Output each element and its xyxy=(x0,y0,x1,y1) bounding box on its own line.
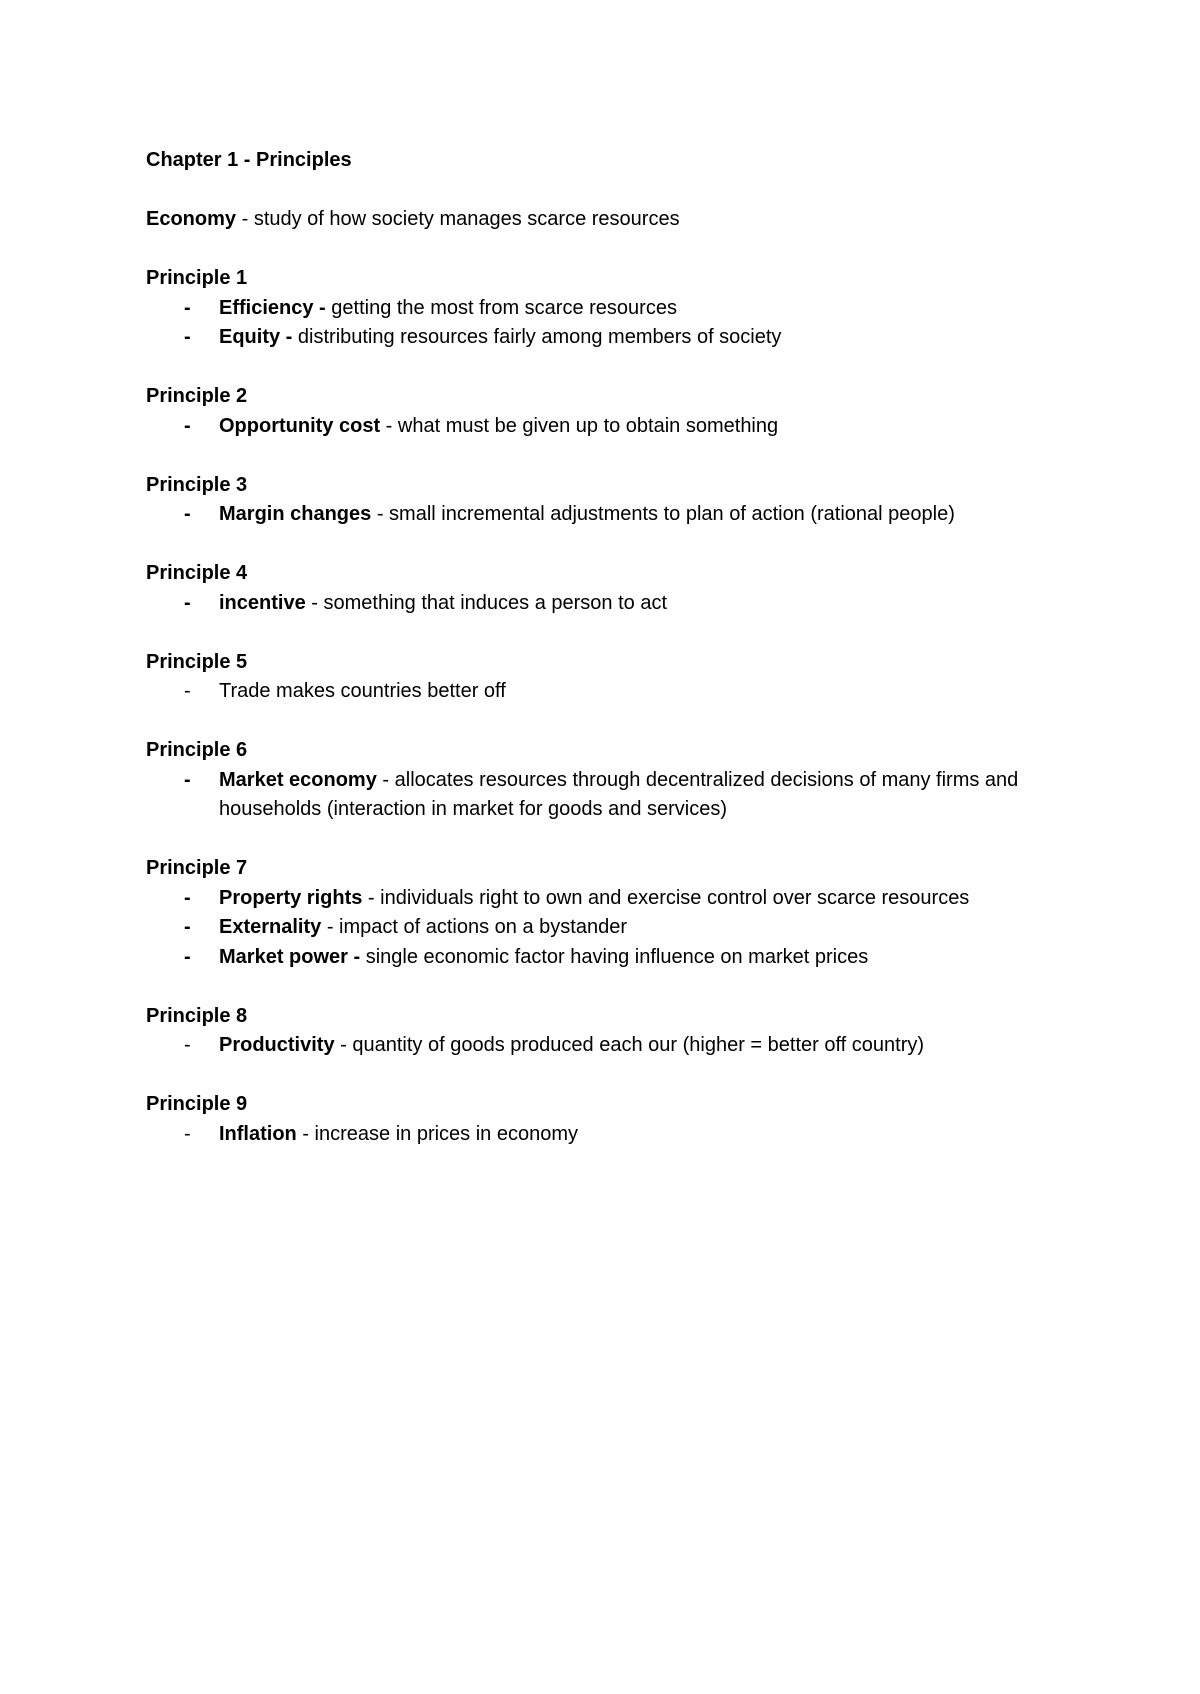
item-text: individuals right to own and exercise control over scarce resources xyxy=(380,886,970,909)
list-dash: - xyxy=(184,503,191,525)
list-dash: - xyxy=(184,886,191,909)
principle-4-heading: Principle 4 xyxy=(146,562,248,584)
item-term: Property rights xyxy=(219,886,363,909)
item-text: something that induces a person to act xyxy=(323,591,668,614)
item-term: Market power xyxy=(219,945,348,968)
principle-7-heading: Principle 7 xyxy=(146,857,248,879)
document-title: Chapter 1 - Principles xyxy=(146,149,352,171)
list-dash: - xyxy=(184,1122,191,1145)
list-dash: - xyxy=(184,916,191,938)
list-dash: - xyxy=(184,326,191,348)
item-text: quantity of goods produced each our (higher = better off country) xyxy=(352,1034,925,1056)
item-text: distributing resources fairly among members of society xyxy=(297,326,782,348)
item-separator: - xyxy=(280,326,298,348)
document-page xyxy=(146,146,1086,1179)
list-item xyxy=(146,766,1086,825)
item-term: Equity xyxy=(219,326,281,348)
item-text: Trade makes countries better off xyxy=(219,680,506,702)
item-term: Market economy xyxy=(219,768,377,791)
list-item xyxy=(146,1031,1086,1061)
principle-5-section xyxy=(146,648,1086,707)
principle-4-section xyxy=(146,559,1086,618)
list-item xyxy=(146,500,1086,530)
principle-7-section xyxy=(146,854,1086,972)
principle-6-section xyxy=(146,736,1086,825)
item-term: Efficiency xyxy=(219,296,314,319)
item-separator: - xyxy=(321,916,340,938)
principle-8-section xyxy=(146,1002,1086,1061)
list-item xyxy=(146,943,1086,973)
economy-definition xyxy=(146,205,1086,235)
item-term: Margin changes xyxy=(219,503,372,525)
item-separator: - xyxy=(305,591,324,614)
item-text: impact of actions on a bystander xyxy=(339,916,627,938)
list-dash: - xyxy=(184,591,191,614)
list-item xyxy=(146,913,1086,943)
list-dash: - xyxy=(184,768,191,791)
item-separator: - xyxy=(380,414,398,437)
list-dash: - xyxy=(184,296,191,319)
list-dash: - xyxy=(184,1034,191,1056)
item-separator: - xyxy=(347,945,366,968)
principle-1-section xyxy=(146,264,1086,353)
list-item xyxy=(146,677,1086,707)
item-separator: - xyxy=(296,1122,315,1145)
list-item xyxy=(146,294,1086,324)
economy-text: study of how society manages scarce resources xyxy=(253,208,680,230)
item-separator: - xyxy=(371,503,390,525)
list-item xyxy=(146,589,1086,619)
item-separator: - xyxy=(362,886,381,909)
principle-1-heading: Principle 1 xyxy=(146,267,248,289)
list-dash: - xyxy=(184,945,191,968)
item-separator: - xyxy=(376,768,395,791)
item-term: Opportunity cost xyxy=(219,414,381,437)
item-text: what must be given up to obtain something xyxy=(397,414,779,437)
list-dash: - xyxy=(184,680,191,702)
principle-2-heading: Principle 2 xyxy=(146,385,248,407)
economy-separator: - xyxy=(236,208,254,230)
principle-8-heading: Principle 8 xyxy=(146,1004,248,1027)
item-text: getting the most from scarce resources xyxy=(331,296,677,319)
principle-2-section xyxy=(146,382,1086,441)
list-item xyxy=(146,323,1086,353)
principle-9-heading: Principle 9 xyxy=(146,1093,248,1115)
item-text: small incremental adjustments to plan of action (rational people) xyxy=(389,503,955,525)
economy-term: Economy xyxy=(146,208,237,230)
principle-5-heading: Principle 5 xyxy=(146,650,248,673)
list-item xyxy=(146,884,1086,914)
item-text: allocates resources through decentralized decisions of many firms and households (interaction in market for goods and services) xyxy=(219,768,1019,820)
principle-3-section xyxy=(146,471,1086,530)
list-dash: - xyxy=(184,414,191,437)
item-separator: - xyxy=(334,1034,353,1056)
item-term: incentive xyxy=(219,591,306,614)
principle-6-heading: Principle 6 xyxy=(146,739,248,761)
item-term: Inflation xyxy=(219,1122,297,1145)
list-item xyxy=(146,1120,1086,1150)
item-separator: - xyxy=(313,296,332,319)
list-item xyxy=(146,412,1086,442)
item-text: single economic factor having influence on market prices xyxy=(365,945,869,968)
principle-9-section xyxy=(146,1090,1086,1149)
item-text: increase in prices in economy xyxy=(314,1122,579,1145)
item-term: Productivity xyxy=(219,1034,335,1056)
principle-3-heading: Principle 3 xyxy=(146,473,248,496)
item-term: Externality xyxy=(219,916,322,938)
